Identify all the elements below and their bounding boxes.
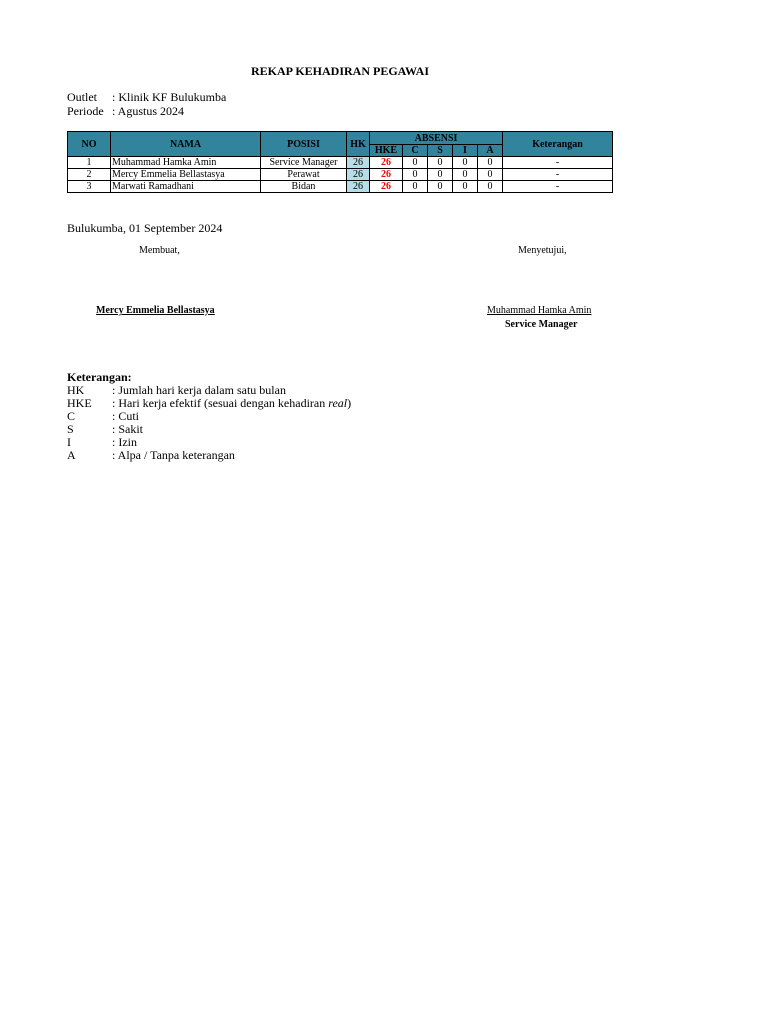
cell-a: 0 [478, 181, 503, 193]
header-i: I [453, 145, 478, 157]
note-key: I [67, 435, 71, 449]
note-key: A [67, 448, 76, 462]
periode-value: : Agustus 2024 [112, 104, 185, 118]
header-nama: NAMA [111, 132, 261, 157]
note-tail: ) [347, 396, 352, 410]
header-a: A [478, 145, 503, 157]
outlet-value: : Klinik KF Bulukumba [112, 90, 227, 104]
periode-label: Periode [67, 104, 104, 118]
note-item [67, 410, 351, 423]
cell-i: 0 [453, 157, 478, 169]
signer-right-title: Service Manager [505, 319, 578, 330]
header-posisi: POSISI [261, 132, 347, 157]
outlet-line [67, 90, 226, 104]
cell-c: 0 [403, 181, 428, 193]
cell-i: 0 [453, 181, 478, 193]
cell-hk: 26 [347, 169, 370, 181]
note-value: : Sakit [112, 422, 144, 436]
table-row [68, 181, 613, 193]
note-key: C [67, 409, 76, 423]
cell-hk: 26 [347, 157, 370, 169]
notes-heading: Keterangan: [67, 370, 132, 384]
note-key: HKE [67, 396, 92, 410]
signer-left-label: Membuat, [139, 245, 180, 256]
note-value: : Hari kerja efektif (sesuai dengan kehadiran [112, 396, 329, 410]
attendance-table [67, 131, 613, 193]
signer-right-label: Menyetujui, [518, 245, 567, 256]
note-value: : Izin [112, 435, 137, 449]
header-hk: HK [347, 132, 370, 157]
cell-s: 0 [428, 157, 453, 169]
cell-posisi: Perawat [261, 169, 347, 181]
cell-s: 0 [428, 169, 453, 181]
periode-line [67, 104, 184, 118]
note-item [67, 449, 351, 462]
cell-hke: 26 [370, 169, 403, 181]
outlet-label: Outlet [67, 90, 97, 104]
cell-s: 0 [428, 181, 453, 193]
note-value: : Alpa / Tanpa keterangan [112, 448, 235, 462]
cell-keterangan: - [503, 169, 613, 181]
cell-no: 3 [68, 181, 111, 193]
note-emphasis: real [328, 396, 348, 410]
cell-nama: Marwati Ramadhani [111, 181, 261, 193]
cell-keterangan: - [503, 181, 613, 193]
cell-no: 1 [68, 157, 111, 169]
cell-i: 0 [453, 169, 478, 181]
document-title: REKAP KEHADIRAN PEGAWAI [250, 64, 430, 78]
cell-a: 0 [478, 157, 503, 169]
signer-right-name: Muhammad Hamka Amin [487, 305, 592, 316]
header-no: NO [68, 132, 111, 157]
legend-notes [67, 371, 351, 462]
cell-no: 2 [68, 169, 111, 181]
note-key: S [67, 422, 74, 436]
header-absensi: ABSENSI [370, 132, 503, 145]
cell-keterangan: - [503, 157, 613, 169]
note-value: : Cuti [112, 409, 140, 423]
note-key: HK [67, 383, 85, 397]
table-row [68, 157, 613, 169]
note-item [67, 397, 351, 410]
cell-posisi: Bidan [261, 181, 347, 193]
header-hke: HKE [370, 145, 403, 157]
place-date: Bulukumba, 01 September 2024 [67, 221, 223, 235]
note-value: : Jumlah hari kerja dalam satu bulan [112, 383, 286, 397]
header-s: S [428, 145, 453, 157]
cell-nama: Mercy Emmelia Bellastasya [111, 169, 261, 181]
note-item [67, 423, 351, 436]
cell-hke: 26 [370, 181, 403, 193]
cell-c: 0 [403, 157, 428, 169]
cell-hke: 26 [370, 157, 403, 169]
signer-left-name: Mercy Emmelia Bellastasya [96, 305, 215, 316]
cell-nama: Muhammad Hamka Amin [111, 157, 261, 169]
cell-hk: 26 [347, 181, 370, 193]
cell-a: 0 [478, 169, 503, 181]
header-c: C [403, 145, 428, 157]
table-row [68, 169, 613, 181]
cell-c: 0 [403, 169, 428, 181]
cell-posisi: Service Manager [261, 157, 347, 169]
header-keterangan: Keterangan [503, 132, 613, 157]
